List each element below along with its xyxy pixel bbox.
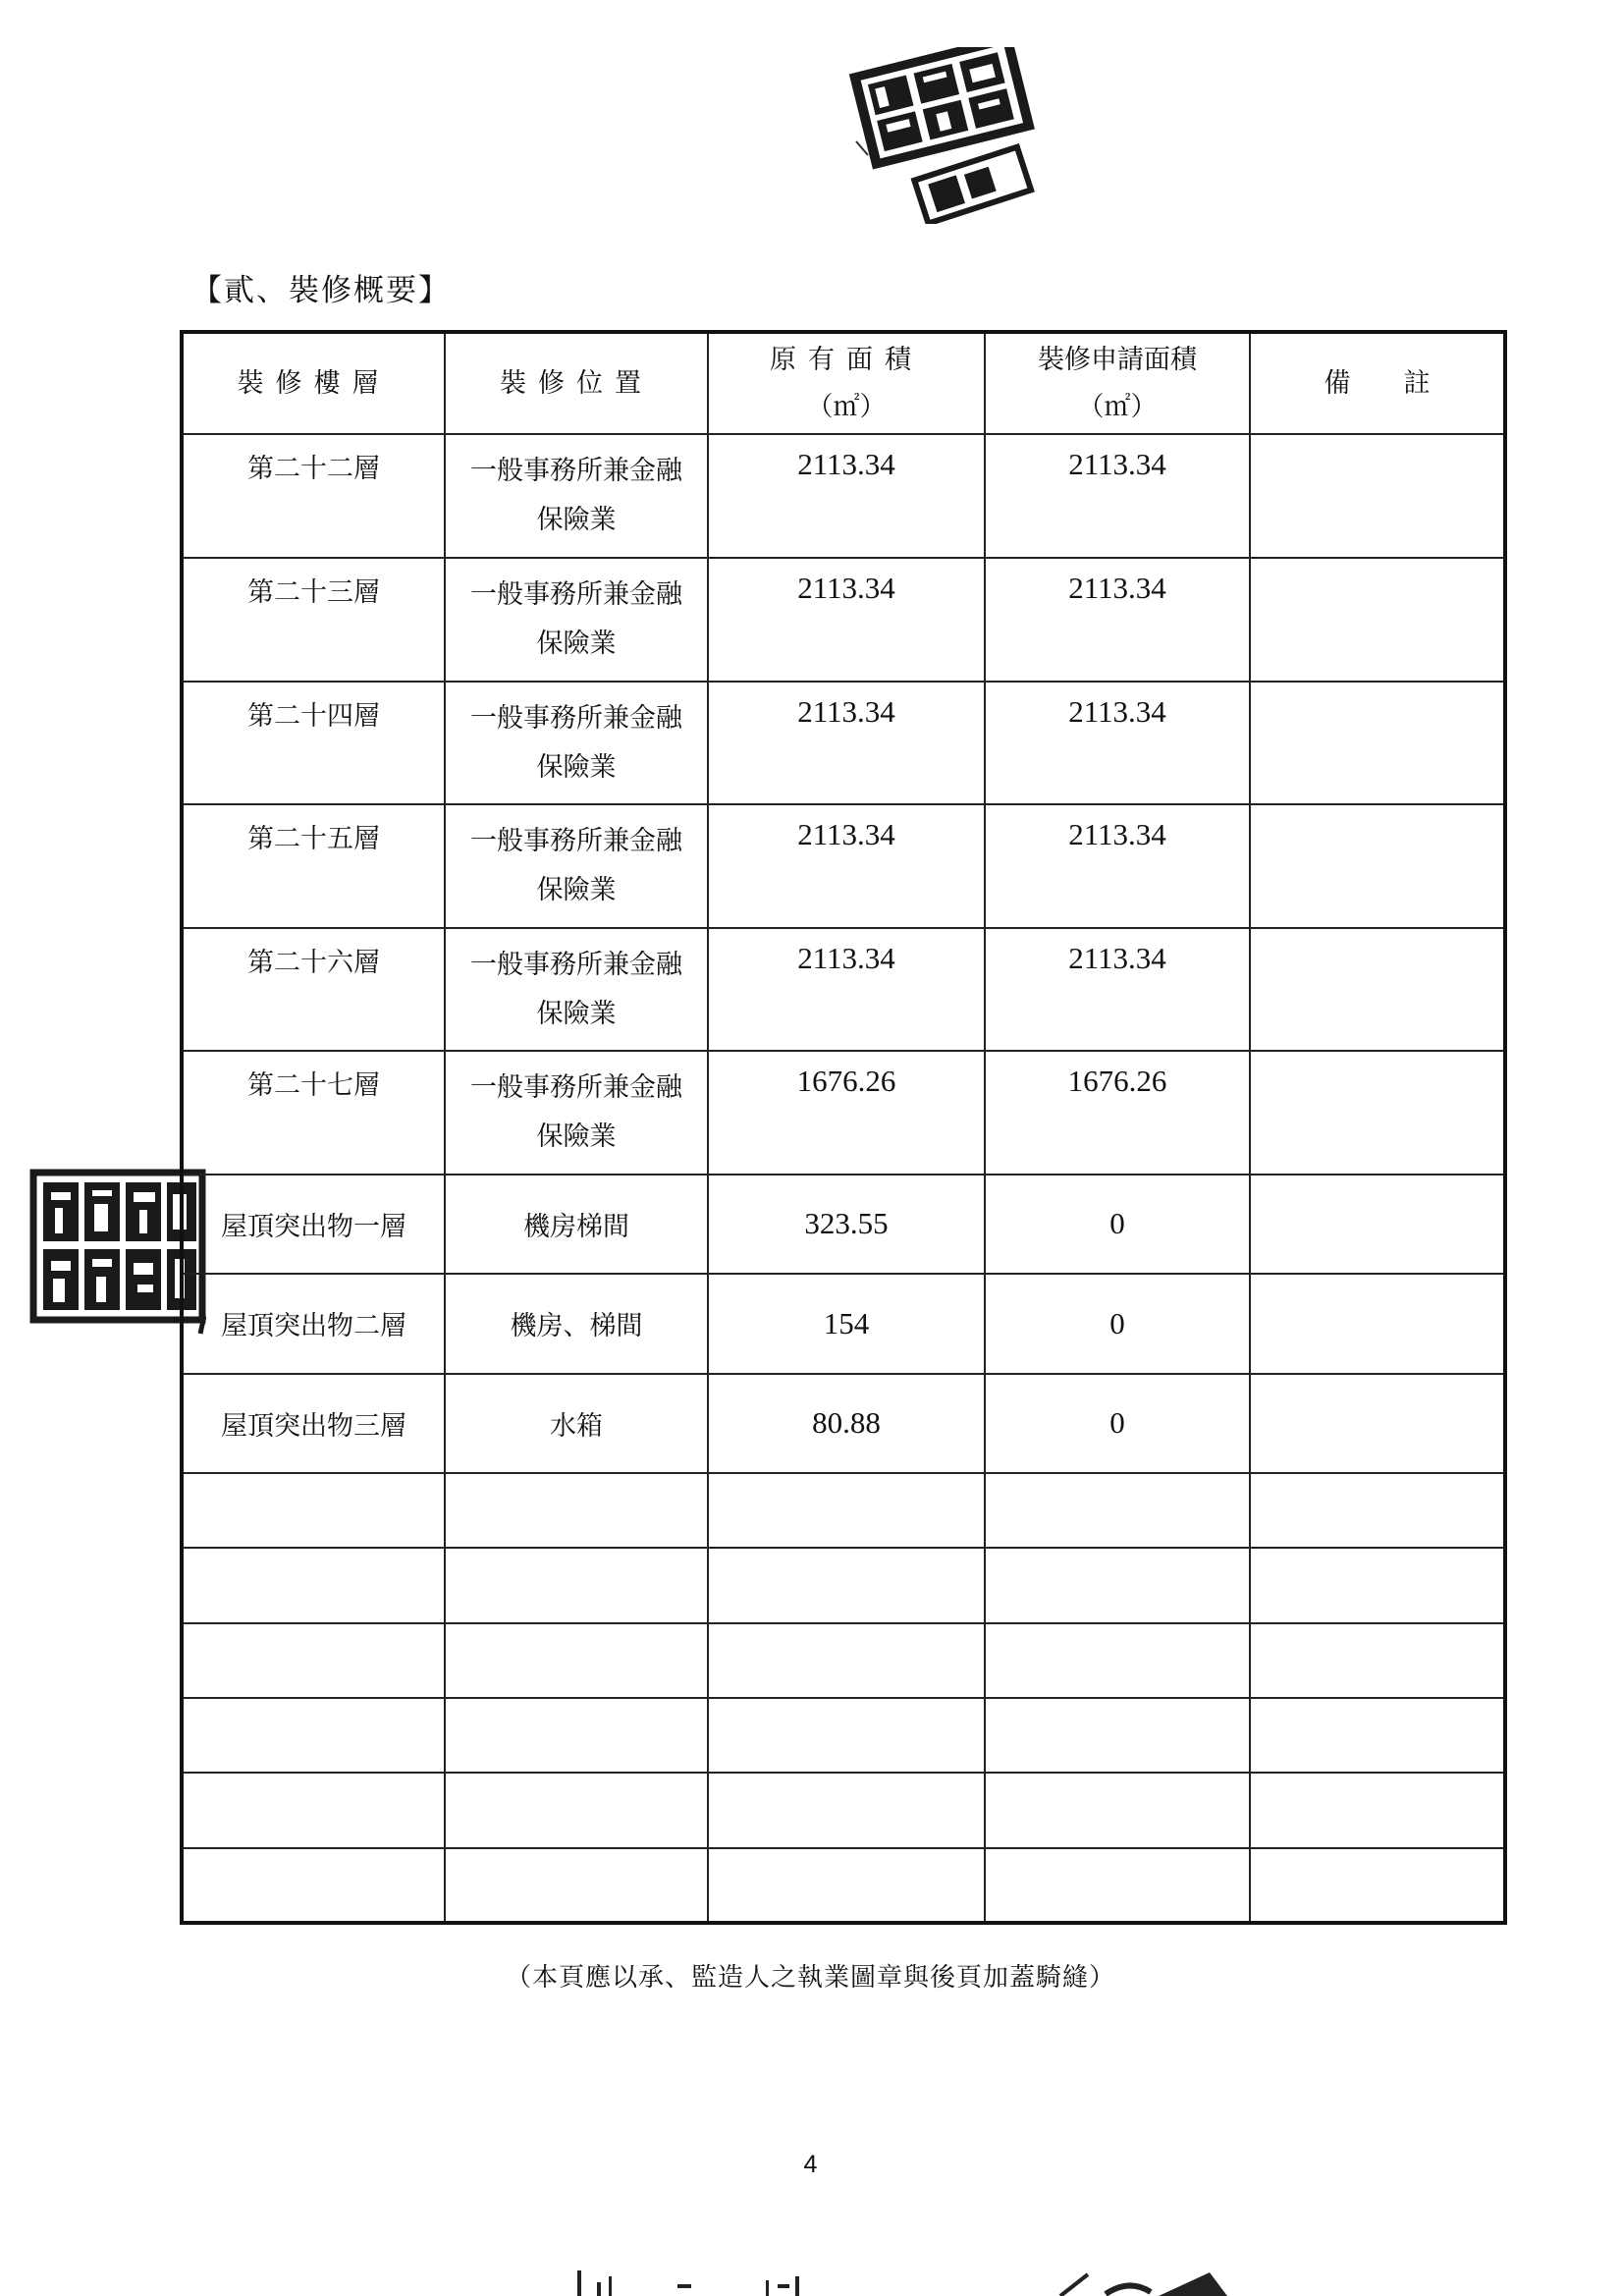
cropped-seal-marks (550, 2259, 1237, 2296)
table-row (182, 1374, 1505, 1473)
cell-floor: 第二十四層 (182, 682, 445, 805)
header-original-area-unit: （㎡） (806, 391, 887, 422)
section-heading: 【貳、裝修概要】 (191, 273, 451, 308)
table-row (182, 558, 1505, 682)
table-row (182, 1175, 1505, 1274)
cell-remarks (1250, 558, 1505, 682)
cell-remarks (1250, 1051, 1505, 1175)
cell-location: 一般事務所兼金融 保險業 (445, 928, 708, 1052)
header-remarks: 備 註 (1250, 332, 1505, 434)
header-original-area (708, 332, 985, 434)
cell-floor: 第二十七層 (182, 1051, 445, 1175)
table-row-blank (182, 1623, 1505, 1698)
table-row (182, 1274, 1505, 1373)
cell-floor: 第二十五層 (182, 804, 445, 928)
table-row-blank (182, 1848, 1505, 1923)
cell-floor: 屋頂突出物一層 (182, 1175, 445, 1274)
cell-floor: 第二十六層 (182, 928, 445, 1052)
cell-location: 一般事務所兼金融 保險業 (445, 434, 708, 558)
cell-remarks (1250, 1374, 1505, 1473)
cell-floor: 第二十二層 (182, 434, 445, 558)
cell-applied-area: 2113.34 (985, 434, 1250, 558)
table-row-blank (182, 1548, 1505, 1622)
cell-applied-area: 0 (985, 1175, 1250, 1274)
cell-location: 一般事務所兼金融 保險業 (445, 558, 708, 682)
cell-original-area: 1676.26 (708, 1051, 985, 1175)
header-floor: 裝修樓層 (182, 332, 445, 434)
table-row (182, 804, 1505, 928)
table-row (182, 1051, 1505, 1175)
footer-note: （本頁應以承、監造人之執業圖章與後頁加蓋騎縫） (505, 1963, 1115, 1993)
cell-remarks (1250, 434, 1505, 558)
header-applied-area-unit: （㎡） (1077, 391, 1158, 422)
header-applied-area-label: 裝修申請面積 (1038, 344, 1197, 375)
cell-original-area: 2113.34 (708, 682, 985, 805)
cell-original-area: 2113.34 (708, 928, 985, 1052)
cell-original-area: 80.88 (708, 1374, 985, 1473)
table-row (182, 682, 1505, 805)
cell-location: 一般事務所兼金融 保險業 (445, 682, 708, 805)
table-row-blank (182, 1773, 1505, 1847)
table-row (182, 434, 1505, 558)
cell-location: 機房、梯間 (445, 1274, 708, 1373)
cell-location: 機房梯間 (445, 1175, 708, 1274)
cell-applied-area: 2113.34 (985, 928, 1250, 1052)
header-applied-area (985, 332, 1250, 434)
header-original-area-label: 原有面積 (770, 344, 923, 375)
cell-remarks (1250, 1175, 1505, 1274)
official-seal-top (842, 47, 1049, 224)
renovation-summary-table (180, 330, 1507, 1925)
cell-original-area: 2113.34 (708, 434, 985, 558)
cell-floor: 屋頂突出物三層 (182, 1374, 445, 1473)
cell-applied-area: 0 (985, 1374, 1250, 1473)
cell-location: 一般事務所兼金融 保險業 (445, 804, 708, 928)
cell-applied-area: 1676.26 (985, 1051, 1250, 1175)
cell-original-area: 154 (708, 1274, 985, 1373)
cell-original-area: 2113.34 (708, 558, 985, 682)
cell-original-area: 323.55 (708, 1175, 985, 1274)
cell-applied-area: 2113.34 (985, 682, 1250, 805)
cell-remarks (1250, 928, 1505, 1052)
page-number: 4 (803, 2151, 818, 2178)
table-row (182, 928, 1505, 1052)
table-row-blank (182, 1698, 1505, 1773)
table-row-blank (182, 1473, 1505, 1548)
cell-remarks (1250, 1274, 1505, 1373)
cell-applied-area: 2113.34 (985, 804, 1250, 928)
cell-applied-area: 0 (985, 1274, 1250, 1373)
cell-applied-area: 2113.34 (985, 558, 1250, 682)
cell-location: 水箱 (445, 1374, 708, 1473)
table-header-row (182, 332, 1505, 434)
cell-location: 一般事務所兼金融 保險業 (445, 1051, 708, 1175)
header-location: 裝修位置 (445, 332, 708, 434)
cell-remarks (1250, 804, 1505, 928)
cell-floor: 屋頂突出物二層 (182, 1274, 445, 1373)
cell-floor: 第二十三層 (182, 558, 445, 682)
cell-original-area: 2113.34 (708, 804, 985, 928)
cell-remarks (1250, 682, 1505, 805)
